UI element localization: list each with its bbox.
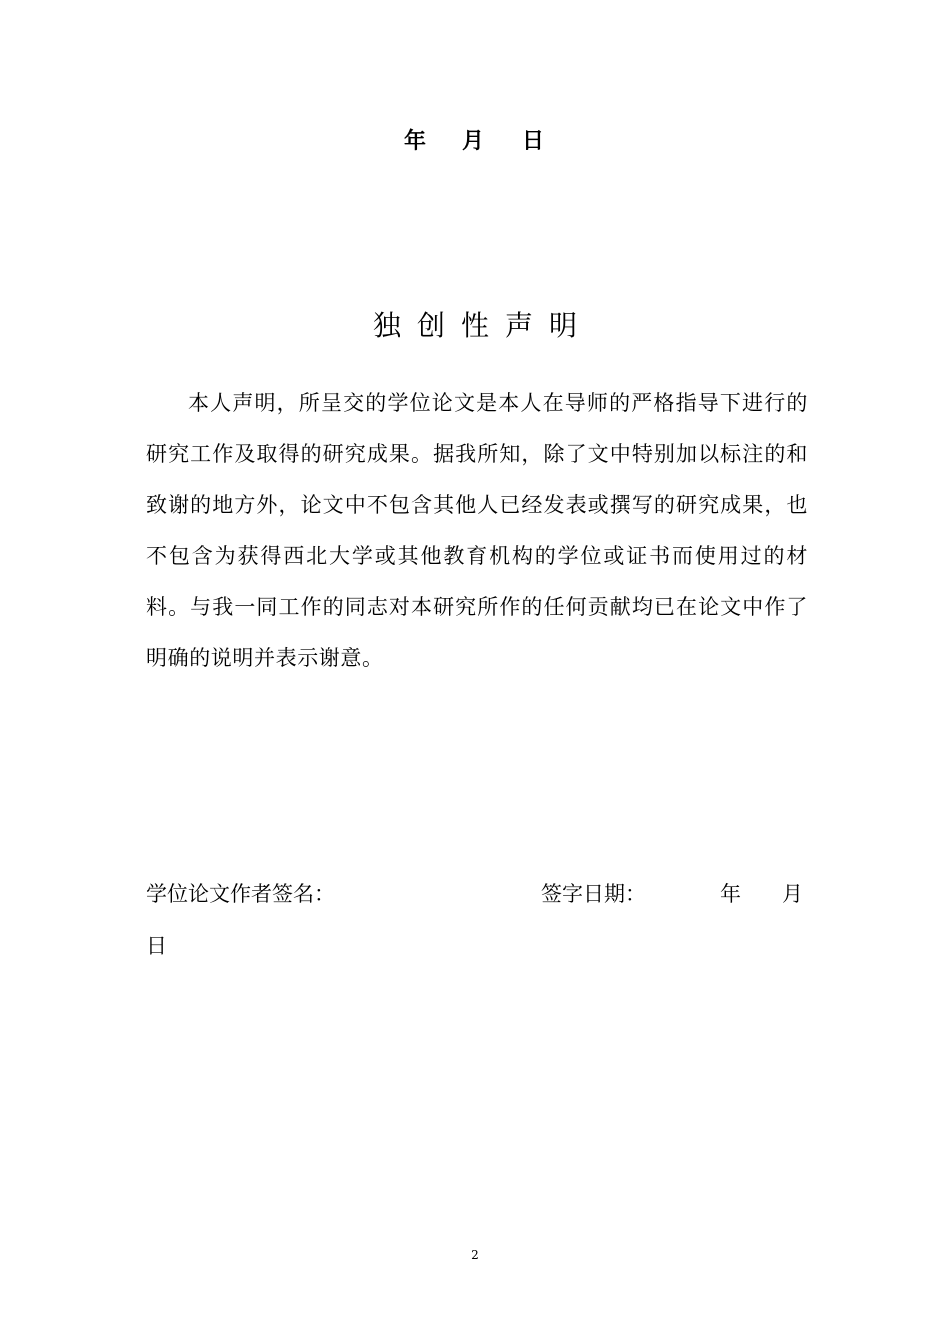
header-year-label: 年 bbox=[403, 128, 428, 154]
signature-row bbox=[146, 874, 808, 914]
signature-day-label: 日 bbox=[146, 934, 167, 958]
signature-date-label: 签字日期： bbox=[541, 882, 646, 906]
author-signature-label: 学位论文作者签名： bbox=[146, 882, 335, 906]
page-number: 2 bbox=[471, 1248, 479, 1262]
header-month-label: 月 bbox=[461, 128, 486, 154]
header-day-label: 日 bbox=[522, 128, 547, 154]
signature-year-label: 年 bbox=[720, 882, 741, 906]
statement-paragraph: 本人声明，所呈交的学位论文是本人在导师的严格指导下进行的研究工作及取得的研究成果。据我所知，除了文中特别加以标注的和致谢的地方外，论文中不包含其他人已经发表或撰写的研究成果，也不包含为获得西北大学或其他教育机构的学位或证书而使用过的材料。与我一同工作的同志对本研究所作的任何贡献均已在论文中作了明确的说明并表示谢意。 bbox=[146, 391, 808, 670]
signature-month-label: 月 bbox=[782, 882, 803, 906]
header-date bbox=[0, 124, 950, 155]
page-title: 独创性声明 bbox=[372, 309, 593, 342]
